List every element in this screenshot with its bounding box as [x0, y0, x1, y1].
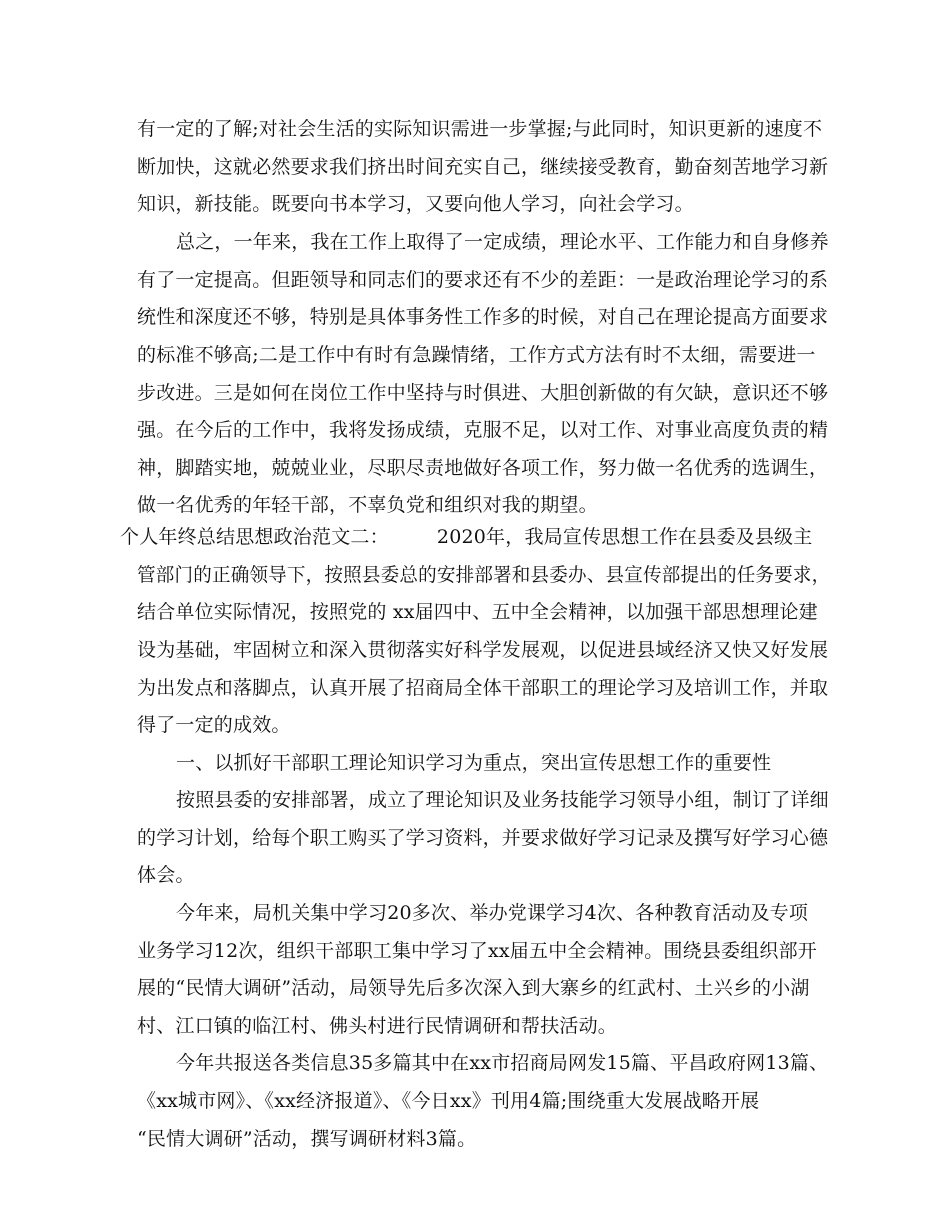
- text-line: 断加快，这就必然要求我们挤出时间充实自己，继续接受教育，勤奋刻苦地学习新: [137, 156, 829, 178]
- text-line: 业务学习12次，组织干部职工集中学习了xx届五中全会精神。围绕县委组织部开: [137, 940, 818, 962]
- subsection-heading: 一、以抓好干部职工理论知识学习为重点，突出宣传思想工作的重要性: [176, 752, 772, 774]
- text-line: 总之，一年来，我在工作上取得了一定成绩，理论水平、工作能力和自身修养: [176, 231, 829, 253]
- text-line: 强。在今后的工作中，我将发扬成绩，克服不足，以对工作、对事业高度负责的精: [137, 419, 829, 441]
- text-line: 按照县委的安排部署，成立了理论知识及业务技能学习领导小组，制订了详细: [176, 789, 829, 811]
- text-line: 今年来，局机关集中学习20多次、举办党课学习4次、各种教育活动及专项: [176, 902, 809, 924]
- text-line: 展的“民情大调研”活动，局领导先后多次深入到大寨乡的红武村、土兴乡的小湖: [137, 977, 810, 999]
- text-line: 村、江口镇的临江村、佛头村进行民情调研和帮扶活动。: [137, 1015, 618, 1037]
- text-line: 步改进。三是如何在岗位工作中坚持与时俱进、大胆创新做的有欠缺，意识还不够: [137, 382, 829, 404]
- text-line: 做一名优秀的年轻干部，不辜负党和组织对我的期望。: [137, 494, 598, 516]
- text-line: 的学习计划，给每个职工购买了学习资料，并要求做好学习记录及撰写好学习心德: [137, 827, 829, 849]
- text-line: 的标准不够高;二是工作中有时有急躁情绪，工作方式方法有时不太细，需要进一: [137, 344, 816, 366]
- text-line: “民情大调研”活动，撰写调研材料3篇。: [137, 1128, 477, 1150]
- text-line: 有了一定提高。但距领导和同志们的要求还有不少的差距：一是政治理论学习的系: [137, 269, 829, 291]
- text-line: 为出发点和落脚点，认真开展了招商局全体干部职工的理论学习及培训工作，并取: [137, 677, 829, 699]
- text-line: 今年共报送各类信息35多篇其中在xx市招商局网发15篇、平昌政府网13篇、: [176, 1052, 829, 1074]
- text-line: 体会。: [137, 864, 195, 886]
- text-line: 统性和深度还不够，特别是具体事务性工作多的时候，对自己在理论提高方面要求: [137, 306, 829, 328]
- text-line: 知识，新技能。既要向书本学习，又要向他人学习，向社会学习。: [137, 193, 694, 215]
- text-line: 《xx城市网》、《xx经济报道》、《今日xx》刊用4篇;围绕重大发展战略开展: [137, 1090, 760, 1112]
- text-line: 管部门的正确领导下，按照县委总的安排部署和县委办、县宣传部提出的任务要求，: [137, 564, 831, 586]
- section-heading: 个人年终总结思想政治范文二： 2020年，我局宣传思想工作在县委及县级主: [120, 526, 813, 548]
- text-line: 有一定的了解;对社会生活的实际知识需进一步掌握;与此同时，知识更新的速度不: [137, 118, 823, 140]
- text-line: 神，脚踏实地，兢兢业业，尽职尽责地做好各项工作，努力做一名优秀的选调生，: [137, 457, 829, 479]
- text-line: 得了一定的成效。: [137, 714, 291, 736]
- text-line: 结合单位实际情况，按照党的 xx届四中、五中全会精神，以加强干部思想理论建: [137, 601, 818, 623]
- text-line: 设为基础，牢固树立和深入贯彻落实好科学发展观，以促进县域经济又快又好发展: [137, 639, 829, 661]
